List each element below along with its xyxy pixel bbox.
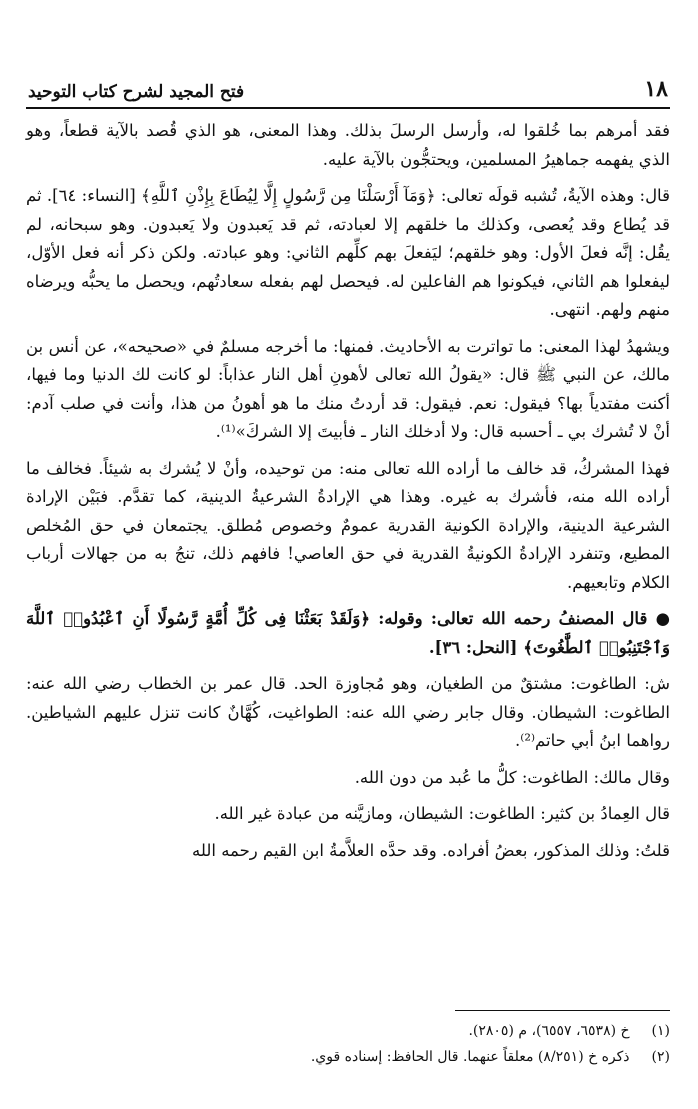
footnote-2-text: ذكره خ (٨/٢٥١) معلقاً عنهما. قال الحافظ: إسناده قوي. — [310, 1049, 630, 1065]
paragraph-8: قال العِمادُ بن كثير: الطاغوت: الشيطان، ومازيَّنه من عبادة غير الله. — [214, 804, 670, 823]
page-number: ١٨ — [644, 76, 668, 102]
running-title: فتح المجيد لشرح كتاب التوحيد — [28, 82, 245, 102]
footnote-1-number: (١) — [651, 1023, 670, 1039]
footnote-1 — [26, 1018, 670, 1044]
footnote-2 — [26, 1044, 670, 1070]
paragraph-9: قلتُ: وذلك المذكور، بعضُ أفراده. وقد حدَّه العلاَّمةُ ابن القيم رحمه الله — [192, 840, 670, 860]
paragraph-2: قال: وهذه الآيةُ، تُشبه قولَه تعالى: ﴿وَمَآ أَرْسَلْنَا مِن رَّسُولٍ إِلَّا لِيُطَاعَ بِإِذْنِ ٱللَّهِ﴾ [النساء: ٦٤]. ثم قد يُطاع وقد يُعصى، وكذلك ما خلقهم إلا لعبادته، ثم قد يَعبدون ولا يَعبدون. وهو سبحانه، لم يقُل: إنَّه فعلَ الأول: وهو خلقهم؛ ليَفعلَ بهم كلِّهم الثاني: وهو عبادته. ولكن ذكر أنه فعل الأوّل، ليفعلوا هم الثاني، فيكونوا هم الفاعلين له. فيحصل لهم بفعله سعادتُهم، ويحصل ما يحبُّه ويرضاه منهم ولهم. انتهى. — [26, 186, 670, 319]
paragraph-author-quote: ● قال المصنفُ رحمه الله تعالى: وقوله: ﴿وَلَقَدْ بَعَثْنَا فِى كُلِّ أُمَّةٍ رَّسُولًا أَنِ ٱعْبُدُوا۟ ٱللَّهَ وَٱجْتَنِبُوا۟ ٱلطَّٰغُوتَ﴾ [النحل: ٣٦]. — [26, 609, 670, 657]
paragraph-6: ش: الطاغوت: مشتقٌ من الطغيان، وهو مُجاوزة الحد. قال عمر بن الخطاب رضي الله عنه: الطاغوت: الشيطان. وقال جابر رضي الله عنه: الطواغيت، كُهَّانٌ كانت تنزل عليهم الشياطين. رواهما ابنُ أبي حاتم⁽²⁾. — [26, 674, 670, 750]
page-header — [28, 68, 668, 102]
footnote-2-number: (٢) — [651, 1049, 670, 1065]
footnote-rule — [455, 1010, 670, 1011]
paragraph-1: فقد أمرهم بما خُلقوا له، وأرسل الرسلَ بذلك. وهذا المعنى، هو الذي قُصد بالآية قطعاً، وهو الذي يفهمه جماهيرُ المسلمين، ويحتجُّون بالآية عليه. — [26, 121, 670, 169]
footnote-1-text: خ (٦٥٣٨، ٦٥٥٧)، م (٢٨٠٥). — [468, 1023, 630, 1039]
footnotes — [26, 1018, 670, 1070]
main-text — [26, 117, 670, 873]
header-rule — [26, 107, 670, 109]
paragraph-3: ويشهدُ لهذا المعنى: ما تواترت به الأحاديث. فمنها: ما أخرجه مسلمٌ في «صحيحه»، عن أنس بن مالك، عن النبي ﷺ قال: «يقولُ الله تعالى لأهونِ أهل النار عذاباً: لو كانت لك الدنيا وما فيها، أكنت مفتدياً بها؟ فيقول: نعم. فيقول: قد أردتُ منك ما هو أهونُ من هذا، وأنت في صلب آدم: أنْ لا تُشرك بي ـ أحسبه قال: ولا أدخلك النار ـ فأبيتَ إلا الشركَ»⁽¹⁾. — [26, 336, 670, 441]
paragraph-4: فهذا المشركُ، قد خالف ما أراده الله تعالى منه: من توحيده، وأنْ لا يُشرك به شيئاً. فخالف ما أراده الله منه، فأشرك به غيره. وهذا هي الإرادةُ الشرعيةُ الدينية، كما تقدَّم. فبَيْن الإرادة الشرعية الدينية، والإرادة الكونية القدرية عمومٌ وخصوص مُطلق. يجتمعان في حق المُخلص المطيع، وتنفرد الإرادةُ الكونيةُ القدرية في حق العاصي! فافهم ذلك، تنجُ به من جهالات أرباب الكلام وتابعيهم. — [26, 458, 670, 592]
paragraph-7: وقال مالك: الطاغوت: كلُّ ما عُبد من دون الله. — [354, 767, 670, 787]
